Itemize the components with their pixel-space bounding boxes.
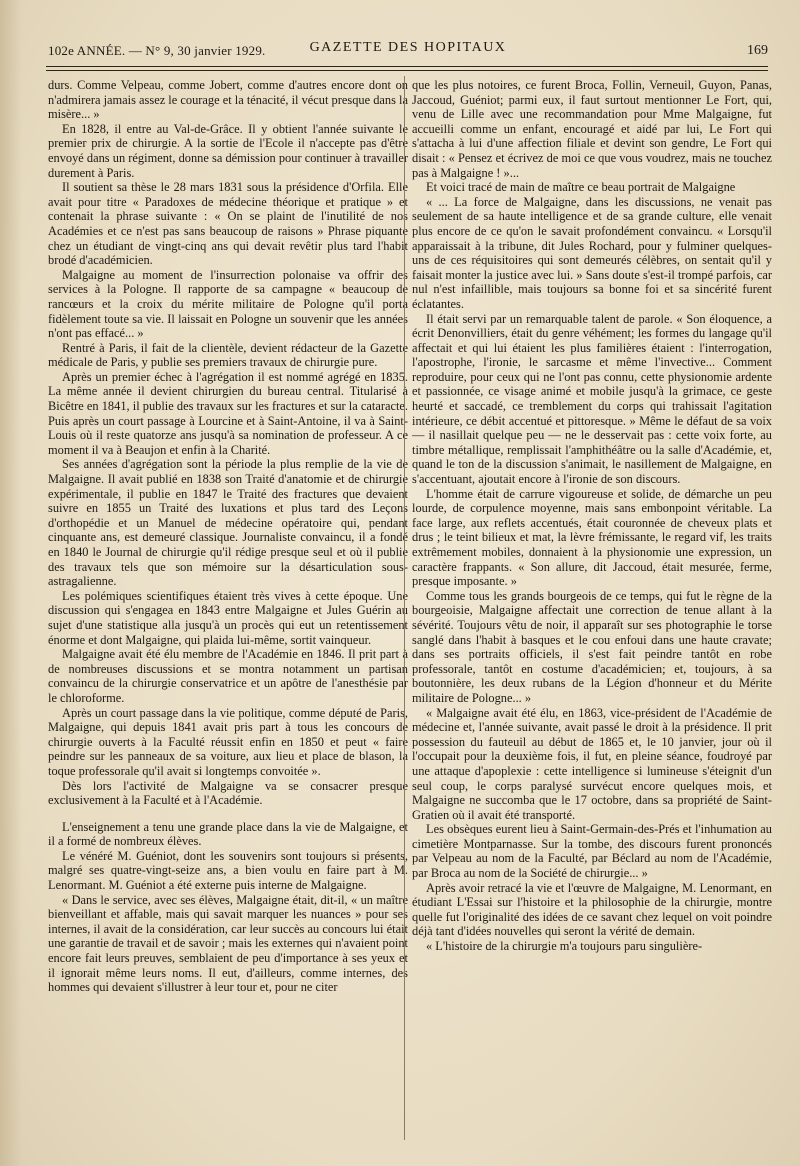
paragraph: Le vénéré M. Guéniot, dont les souvenirs sont toujours si présents, malgré ses quatre-vingt-seize ans, a bien voulu en faire part à M. Lenormant. M. Guéniot a été externe puis interne de Malgaigne. [48, 848, 408, 893]
paragraph: Et voici tracé de main de maître ce beau portrait de Malgaigne [426, 180, 736, 195]
header-rule [46, 66, 768, 71]
paragraph: « L'histoire de la chirurgie m'a toujours paru singulière- [426, 939, 703, 954]
paragraph: Les obsèques eurent lieu à Saint-Germain-des-Prés et l'inhumation au cimetière Montparnasse. Sur la tombe, des discours furent prononcés par Velpeau au nom de la Faculté, par Béclard au nom de l'Académie, par Broca au nom de la Société de chirurgie... » [412, 822, 772, 881]
paragraph: Après un court passage dans la vie politique, comme député de Paris, Malgaigne, qui depuis 1841 avait pris part à tous les concours de chirurgie ouverts à la Faculté réussit enfin en 1850 et peut « faire peindre sur les panneaux de sa voiture, aux lieu et place de blason, la toque professorale qu'il avait si longtemps convoitée ». [48, 705, 408, 778]
paragraph: Après un premier échec à l'agrégation il est nommé agrégé en 1835. La même année il devient chirurgien du bureau central. Titularisé à Bicêtre en 1841, il publie des travaux sur les fractures et sur la cataracte. Puis après un court passage à Lourcine et à Saint-Antoine, il va à Saint-Louis où il reste quatorze ans jusqu'à sa nomination de professeur. A ce moment il va à Beaujon et enfin à la Charité. [48, 369, 408, 457]
paragraph: « ... La force de Malgaigne, dans les discussions, ne venait pas seulement de sa haute intelligence et de sa grande culture, elle venait plus encore de ce qu'on le savait profondément convaincu. « Lorsqu'il apparaissait à la tribune, dit Jules Rochard, pour y fulminer quelques-uns de ces réquisitoires qui sont demeurés célèbres, on sentait qu'il y faisait monter la justice avec lui. » Sans doute s'est-il trompé parfois, car nul n'est infaillible, mais toujours sa bonne foi et sa sincérité furent éclatantes. [412, 194, 772, 311]
paragraph: L'enseignement a tenu une grande place dans la vie de Malgaigne, et il a formé de nombreux élèves. [48, 819, 408, 849]
paragraph: Ses années d'agrégation sont la période la plus remplie de la vie de Malgaigne. Il avait publié en 1838 son Traité d'anatomie et de chirurgie expérimentale, il publie en 1847 le Traité des fractures que devaient suivre en 1855 un Traité des luxations et plus tard des Leçons d'orthopédie et un Manuel de médecine opératoire qui, pendant cinquante ans, est demeuré classique. Journaliste convaincu, il a fondé en 1840 le Journal de chirurgie qu'il rédige presque seul et où il publie des travaux tels que son mémoire sur la désarticulation sous-astragalienne. [48, 457, 408, 589]
paragraph: « Dans le service, avec ses élèves, Malgaigne était, dit-il, « un maître bienveillant et affable, mais qui savait marquer les nuances » pour ses internes, il avait de la considération, car leur succès au concours lui était une garantie de travail et de savoir ; mais les externes qui n'avaient point encore fait leurs preuves, semblaient de peu d'importance à ses yeux et il ignorait même leurs noms. Il eut, d'ailleurs, comme internes, des hommes qui devaient s'illustrer à leur tour et, pour ne citer [48, 892, 408, 995]
paragraph: Comme tous les grands bourgeois de ce temps, qui fut le règne de la bourgeoisie, Malgaigne affectait une correction de tenue allant à la sévérité. Toujours vêtu de noir, il apparaît sur ses photographie le torse sanglé dans l'habit à basques et le cou enfoui dans une haute cravate; dans ses portraits officiels, il s'est fait peindre tantôt en robe professorale, tantôt en costume d'académicien; et, toujours, à sa boutonnière, les deux rubans de la Légion d'honneur et du Mérite militaire de Pologne... » [412, 588, 772, 705]
paragraph: Il soutient sa thèse le 28 mars 1831 sous la présidence d'Orfila. Elle avait pour titre « Paradoxes de médecine théorique et pratique » et contenait la phrase suivante : « On se plaint de l'inutilité de nos Académies et ce n'est pas sans beaucoup de raisons » Phrase piquante chez un étudiant de vingt-cinq ans qui devait revêtir plus tard l'habit brodé d'académicien. [48, 180, 408, 268]
paragraph: L'homme était de carrure vigoureuse et solide, de démarche un peu lourde, de corpulence moyenne, mais sans embonpoint véritable. La face large, aux reflets accentués, était couronnée de cheveux plats et drus ; le teint bilieux et mat, la lèvre frémissante, le regard vif, les traits extrêmement mobiles, donnaient à la physionomie une expression, un caractère frappants. « Son allure, dit Jaccoud, était mesurée, ferme, presque imposante. » [412, 486, 772, 589]
paragraph: Dès lors l'activité de Malgaigne va se consacrer presque exclusivement à la Faculté et à l'Académie. [48, 778, 408, 808]
paragraph: « Malgaigne avait été élu, en 1863, vice-président de l'Académie de médecine et, l'année suivante, avait passé le droit à la présidence. Il prit possession du fauteuil au début de 1865 et, le 10 janvier, jour où il l'occupait pour la deuxième fois, il fut, en pleine séance, foudroyé par une attaque d'apoplexie : cette intelligence si lumineuse s'éteignit d'un seul coup, le corps paralysé survécut encore quelques mois, et Malgaigne ne succomba que le 17 octobre, dans sa propriété de Saint-Gratien où il avait été transporté. [412, 705, 772, 822]
paragraph: Les polémiques scientifiques étaient très vives à cette époque. Une discussion qui s'engagea en 1843 entre Malgaigne et Jules Guérin au sujet d'une statistique alla jusqu'à un procès qui eut un retentissement énorme et dont Malgaigne, qui plaida lui-même, sortit vainqueur. [48, 588, 408, 647]
page-edge-shadow [0, 0, 22, 1166]
issue-info: 102e ANNÉE. — N° 9, 30 janvier 1929. [48, 43, 266, 58]
paragraph: Après avoir retracé la vie et l'œuvre de Malgaigne, M. Lenormant, en étudiant L'Essai sur l'histoire et la philosophie de la chirurgie, montre quelle fut l'originalité des idées de ce savant chez lequel on voit poindre déjà tant d'idées nouvelles qui seront la vérité de demain. [412, 880, 772, 939]
paragraph: que les plus notoires, ce furent Broca, Follin, Verneuil, Guyon, Panas, Jaccoud, Guéniot; parmi eux, il faut surtout mentionner Le Fort, qui, venu de Lille avec une recommandation pour Mme Malgaigne, fut accueilli comme un enfant, encouragé et aidé par lui, Le Fort qui s'attacha à lui d'une affection filiale et devint son gendre, Le Fort qui disait : « Pensez et écrivez de moi ce que vous voudrez, mais ne touchez pas à Malgaigne ! »... [412, 78, 772, 180]
publication-title: GAZETTE DES HOPITAUX [309, 40, 507, 55]
column-divider [404, 76, 405, 1140]
paragraph: durs. Comme Velpeau, comme Jobert, comme d'autres encore dont on n'admirera jamais assez le courage et la ténacité, il vécut presque dans la misère... » [48, 78, 408, 122]
paragraph: Il était servi par un remarquable talent de parole. « Son éloquence, a écrit Denonvilliers, était du genre véhément; les formes du langage qu'il affectait et qui lui étaient les plus familières étaient : l'interrogation, l'apostrophe, l'ironie, le sarcasme et même l'invective... Comment reproduire, pour ceux qui ne l'ont pas connu, cette physionomie ardente et passionnée, ce visage animé et mobile jusqu'à la grimace, ce geste heurté et saccadé, ce tremblement du corps qui trahissait l'agitation intérieure, ce débit accentué et pittoresque. » Même le défaut de sa voix — il nasillait quelque peu — ne le desservait pas : cette voix forte, au timbre métallique, remplissait l'amphithéâtre ou la salle d'Académie, et, quand le ton de la discussion s'animait, le nasillement de Malgaigne, en s'accentuant, ajoutait encore à l'ironie de son discours. [412, 311, 772, 487]
running-header [48, 40, 768, 62]
paragraph: Malgaigne au moment de l'insurrection polonaise va offrir des services à la Pologne. Il rapporte de sa campagne « beaucoup de rancœurs et la croix du mérite militaire de Pologne qu'il porta fidèlement toute sa vie. Il laissait en Pologne un souvenir que les années n'ont pas effacé... » [48, 267, 408, 341]
right-column [412, 78, 772, 954]
page-number: 169 [747, 43, 768, 58]
left-column [48, 78, 408, 995]
paragraph: En 1828, il entre au Val-de-Grâce. Il y obtient l'année suivante le premier prix de chirurgie. A la sortie de l'Ecole il n'accepte pas d'être envoyé dans un régiment, donne sa démission pour continuer à travailler durement à Paris. [48, 121, 408, 180]
paragraph: Rentré à Paris, il fait de la clientèle, devient rédacteur de la Gazette médicale de Paris, y publie ses premiers travaux de chirurgie pure. [48, 340, 408, 370]
paragraph: Malgaigne avait été élu membre de l'Académie en 1846. Il prit part à de nombreuses discussions et se montra notamment un partisan convaincu de la chirurgie conservatrice et un apôtre de l'anesthésie par le chloroforme. [48, 647, 408, 705]
